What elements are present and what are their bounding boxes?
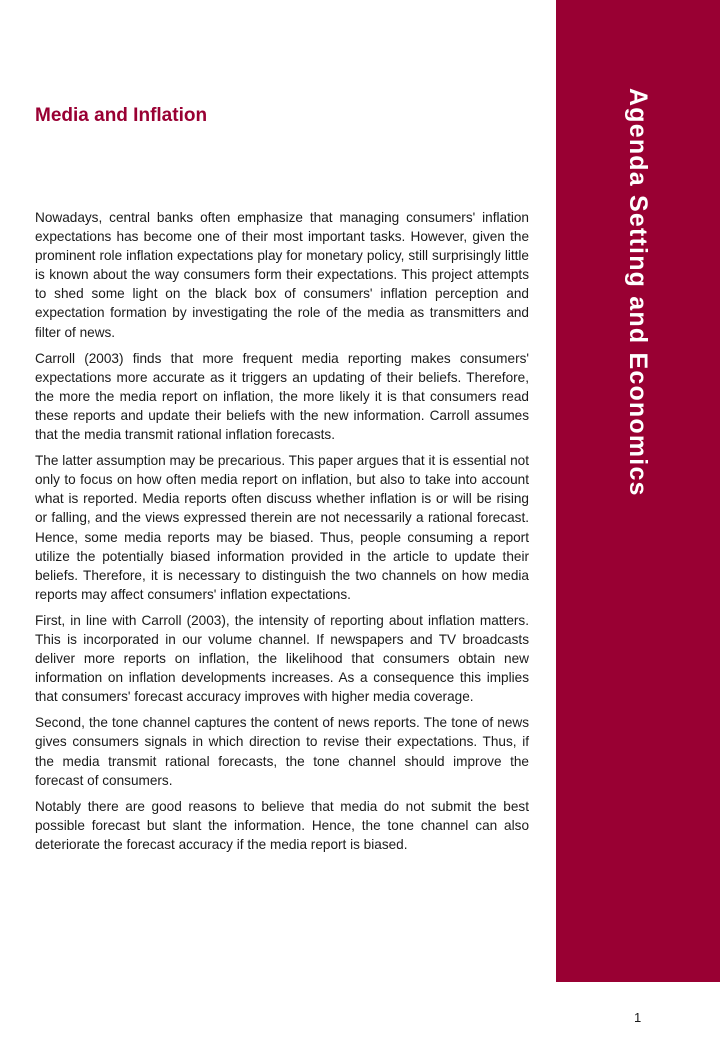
paragraph-tone-channel: Second, the tone channel captures the content of news reports. The tone of news gives consumers signals in which direction to revise their expectations. Thus, if the media transmit rational forecasts, the tone channel should improve the forecast of consumers. xyxy=(35,715,529,788)
sidebar-title: Agenda Setting and Economics xyxy=(624,88,652,497)
page-number: 1 xyxy=(634,1010,642,1025)
paragraph-volume-channel: First, in line with Carroll (2003), the intensity of reporting about inflation matters. This is incorporated in our volume channel. If newspapers and TV broadcasts deliver more reports on inflation, the likelihood that consumers obtain new information on inflation developments increases. As a consequence this implies that consumers' forecast accuracy improves with higher media coverage. xyxy=(35,612,529,705)
paragraph-assumption: The latter assumption may be precarious. This paper argues that it is essential not only to focus on how often media report on inflation, but also to take into account what is reported. Media reports often discuss whether inflation is or will be rising or falling, and the views expressed therein are not necessarily a rational forecast. Hence, some media reports may be biased. Thus, people consuming a report utilize the potentially biased information provided in the article to update their beliefs. Therefore, it is necessary to distinguish the two channels on how media reports may affect consumers' inflation expectations. xyxy=(35,453,529,602)
article-body xyxy=(35,208,529,861)
paragraph-intro: Nowadays, central banks often emphasize that managing consumers' inflation expectations has become one of their most important tasks. However, given the prominent role inflation expectations play for monetary policy, still surprisingly little is known about the way consumers form their expectations. This project attempts to shed some light on the black box of consumers' inflation perception and expectation formation by investigating the role of the media as transmitters and filter of news. xyxy=(35,210,529,340)
paragraph-bias: Notably there are good reasons to believe that media do not submit the best possible forecast but slant the information. Hence, the tone channel can also deteriorate the forecast accuracy if the media report is biased. xyxy=(35,798,529,852)
page-title: Media and Inflation xyxy=(35,105,208,126)
paragraph-carroll: Carroll (2003) finds that more frequent media reporting makes consumers' expectations more accurate as it triggers an updating of their beliefs. Therefore, the more the media report on inflation, the more likely it is that consumers read these reports and update their beliefs with the new information. Carroll assumes that the media transmit rational inflation forecasts. xyxy=(35,350,529,443)
